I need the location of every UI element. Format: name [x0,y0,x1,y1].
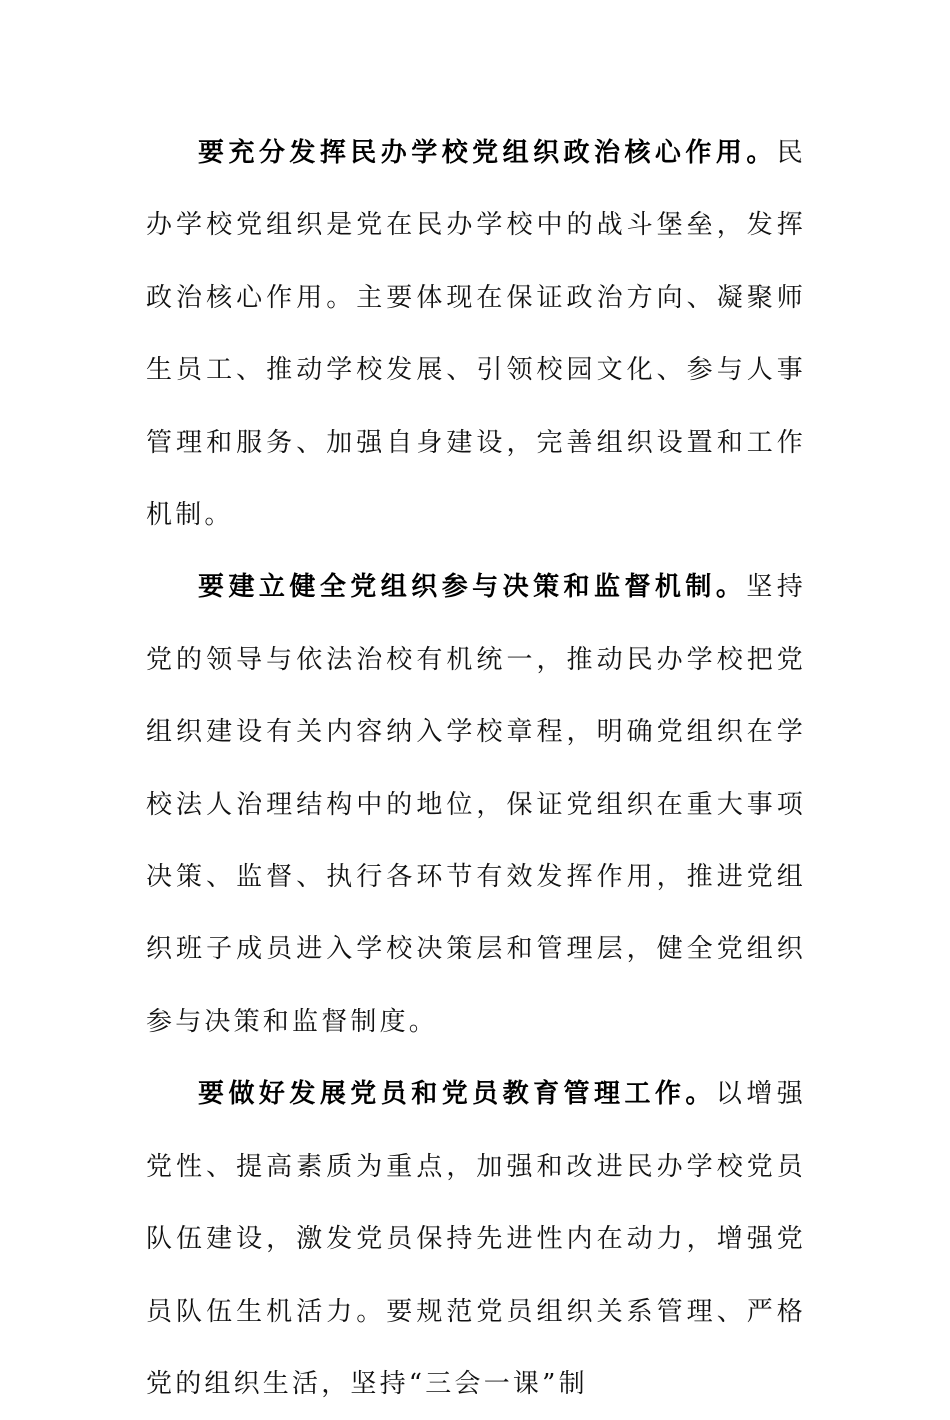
paragraph-body-text: 以增强党性、提高素质为重点，加强和改进民办学校党员队伍建设，激发党员保持先进性内在动力，增强党员队伍生机活力。要规范党员组织关系管理、严格党的组织生活，坚持“三会一课”制 [146,1079,806,1399]
paragraph-body-text: 民办学校党组织是党在民办学校中的战斗堡垒，发挥政治核心作用。主要体现在保证政治方向、凝聚师生员工、推动学校发展、引领校园文化、参与人事管理和服务、加强自身建设，完善组织设置和工作机制。 [146,138,806,531]
paragraph-lead-heading: 要做好发展党员和党员教育管理工作。 [198,1079,716,1110]
paragraph-body-text: 坚持党的领导与依法治校有机统一，推动民办学校把党组织建设有关内容纳入学校章程，明确党组织在学校法人治理结构中的地位，保证党组织在重大事项决策、监督、执行各环节有效发挥作用，推进党组织班子成员进入学校决策层和管理层，健全党组织参与决策和监督制度。 [146,572,806,1037]
paragraph-decision-supervision [146,551,806,1058]
paragraph-lead-heading: 要充分发挥民办学校党组织政治核心作用。 [198,138,777,168]
paragraph-member-development [146,1058,806,1420]
paragraph-lead-heading: 要建立健全党组织参与决策和监督机制。 [198,572,747,603]
document-body [146,117,806,1420]
paragraph-party-core-role [146,117,806,551]
